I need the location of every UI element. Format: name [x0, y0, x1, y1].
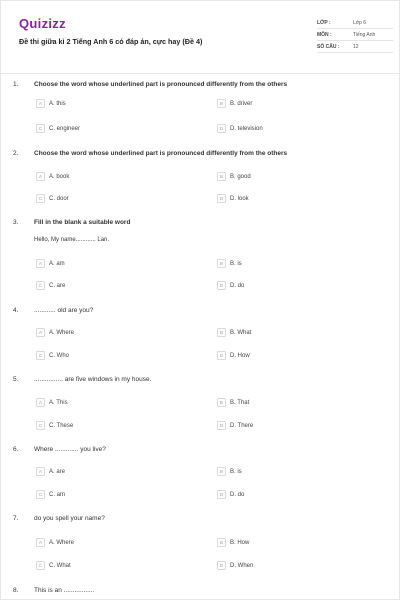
answer-option-c[interactable]: [36, 490, 65, 499]
answer-option-c[interactable]: [36, 281, 65, 290]
option-letter-badge: A: [36, 538, 45, 547]
answer-option-a[interactable]: [36, 398, 68, 407]
option-label: D. There: [230, 422, 254, 429]
option-letter-badge: A: [36, 172, 45, 181]
option-letter-badge: C: [36, 421, 45, 430]
option-label: B. is: [230, 260, 242, 267]
option-letter-badge: D: [217, 351, 226, 360]
answer-option-a[interactable]: [36, 172, 69, 181]
option-label: C. am: [49, 491, 66, 498]
meta-row-grade: [317, 17, 393, 29]
option-letter-badge: B: [217, 398, 226, 407]
answer-option-d[interactable]: [217, 490, 244, 499]
answer-option-d[interactable]: [217, 194, 249, 203]
option-letter-badge: B: [217, 99, 226, 108]
question-text: Choose the word whose underlined part is pronounced differently from the others: [34, 150, 288, 157]
meta-row-subject: [317, 29, 393, 41]
option-label: A. book: [49, 173, 70, 180]
question-number: 2.: [13, 150, 19, 157]
option-letter-badge: C: [36, 281, 45, 290]
option-letter-badge: C: [36, 490, 45, 499]
option-label: C. are: [49, 282, 66, 289]
option-label: B. is: [230, 468, 242, 475]
question-number: 8.: [13, 587, 19, 594]
answer-option-c[interactable]: [36, 124, 80, 133]
meta-value: 12: [353, 43, 359, 50]
option-letter-badge: A: [36, 99, 45, 108]
option-label: B. That: [230, 399, 250, 406]
option-label: B. good: [230, 173, 251, 180]
option-letter-badge: B: [217, 328, 226, 337]
option-letter-badge: D: [217, 281, 226, 290]
answer-option-d[interactable]: [217, 421, 253, 430]
meta-row-count: [317, 41, 393, 53]
option-label: C. engineer: [49, 125, 81, 132]
option-label: D. television: [230, 125, 263, 132]
meta-label: MÔN :: [317, 31, 332, 38]
question-prompt: Hello, My name............ Lan.: [34, 237, 110, 243]
option-label: A. Where: [49, 539, 75, 546]
question-number: 3.: [13, 219, 19, 226]
meta-label: SỐ CÂU :: [317, 43, 340, 50]
option-letter-badge: D: [217, 124, 226, 133]
question-number: 4.: [13, 307, 19, 314]
option-label: B. How: [230, 539, 250, 546]
answer-option-d[interactable]: [217, 561, 253, 570]
option-letter-badge: C: [36, 124, 45, 133]
answer-option-b[interactable]: [217, 259, 242, 268]
option-label: D. When: [230, 562, 254, 569]
answer-option-a[interactable]: [36, 99, 66, 108]
option-label: C. door: [49, 195, 69, 202]
question-text: Where ............. you live?: [34, 446, 106, 453]
question-text: Fill in the blank a suitable word: [34, 219, 131, 226]
question-text: ............ old are you?: [34, 307, 94, 314]
answer-option-a[interactable]: [36, 467, 65, 476]
answer-option-b[interactable]: [217, 328, 251, 337]
answer-option-c[interactable]: [36, 351, 69, 360]
option-letter-badge: D: [217, 561, 226, 570]
option-letter-badge: D: [217, 194, 226, 203]
question-text: ................ are five windows in my house.: [34, 376, 152, 383]
answer-option-c[interactable]: [36, 561, 71, 570]
answer-option-c[interactable]: [36, 194, 69, 203]
answer-option-d[interactable]: [217, 281, 244, 290]
worksheet-header: [11, 9, 391, 71]
quizizz-logo: Quizizz: [19, 16, 66, 31]
answer-option-b[interactable]: [217, 467, 242, 476]
option-letter-badge: D: [217, 490, 226, 499]
question-text: do you spell your name?: [34, 515, 105, 522]
option-letter-badge: B: [217, 467, 226, 476]
meta-value: Lớp 6: [353, 19, 367, 26]
option-label: A. am: [49, 260, 65, 267]
question-number: 6.: [13, 446, 19, 453]
option-letter-badge: A: [36, 328, 45, 337]
meta-label: LỚP :: [317, 19, 331, 26]
option-label: A. this: [49, 100, 66, 107]
option-letter-badge: C: [36, 351, 45, 360]
option-letter-badge: C: [36, 194, 45, 203]
option-letter-badge: D: [217, 421, 226, 430]
page-title: Đề thi giữa kì 2 Tiếng Anh 6 có đáp án, cực hay (Đề 4): [19, 37, 203, 46]
answer-option-c[interactable]: [36, 421, 73, 430]
option-label: D. How: [230, 352, 250, 359]
header-divider: [1, 73, 400, 74]
option-label: A. are: [49, 468, 66, 475]
option-letter-badge: B: [217, 259, 226, 268]
question-number: 7.: [13, 515, 19, 522]
answer-option-a[interactable]: [36, 328, 74, 337]
option-label: B. driver: [230, 100, 253, 107]
question-text: This is an .................: [34, 587, 95, 594]
answer-option-a[interactable]: [36, 259, 65, 268]
answer-option-a[interactable]: [36, 538, 74, 547]
option-label: B. What: [230, 329, 252, 336]
meta-value: Tiếng Anh: [353, 31, 376, 38]
option-letter-badge: A: [36, 259, 45, 268]
answer-option-b[interactable]: [217, 538, 249, 547]
meta-table: [317, 17, 393, 53]
option-letter-badge: A: [36, 398, 45, 407]
question-number: 5.: [13, 376, 19, 383]
option-letter-badge: B: [217, 172, 226, 181]
option-label: A. Where: [49, 329, 75, 336]
question-number: 1.: [13, 81, 19, 88]
question-text: Choose the word whose underlined part is pronounced differently from the others: [34, 81, 288, 88]
option-label: D. do: [230, 282, 245, 289]
option-label: C. What: [49, 562, 71, 569]
option-label: C. These: [49, 422, 74, 429]
answer-option-d[interactable]: [217, 124, 263, 133]
option-label: D. look: [230, 195, 249, 202]
answer-option-b[interactable]: [217, 172, 251, 181]
option-label: D. do: [230, 491, 245, 498]
option-label: A. This: [49, 399, 68, 406]
option-letter-badge: B: [217, 538, 226, 547]
answer-option-d[interactable]: [217, 351, 250, 360]
option-letter-badge: A: [36, 467, 45, 476]
answer-option-b[interactable]: [217, 99, 252, 108]
option-letter-badge: C: [36, 561, 45, 570]
answer-option-b[interactable]: [217, 398, 249, 407]
option-label: C. Who: [49, 352, 70, 359]
